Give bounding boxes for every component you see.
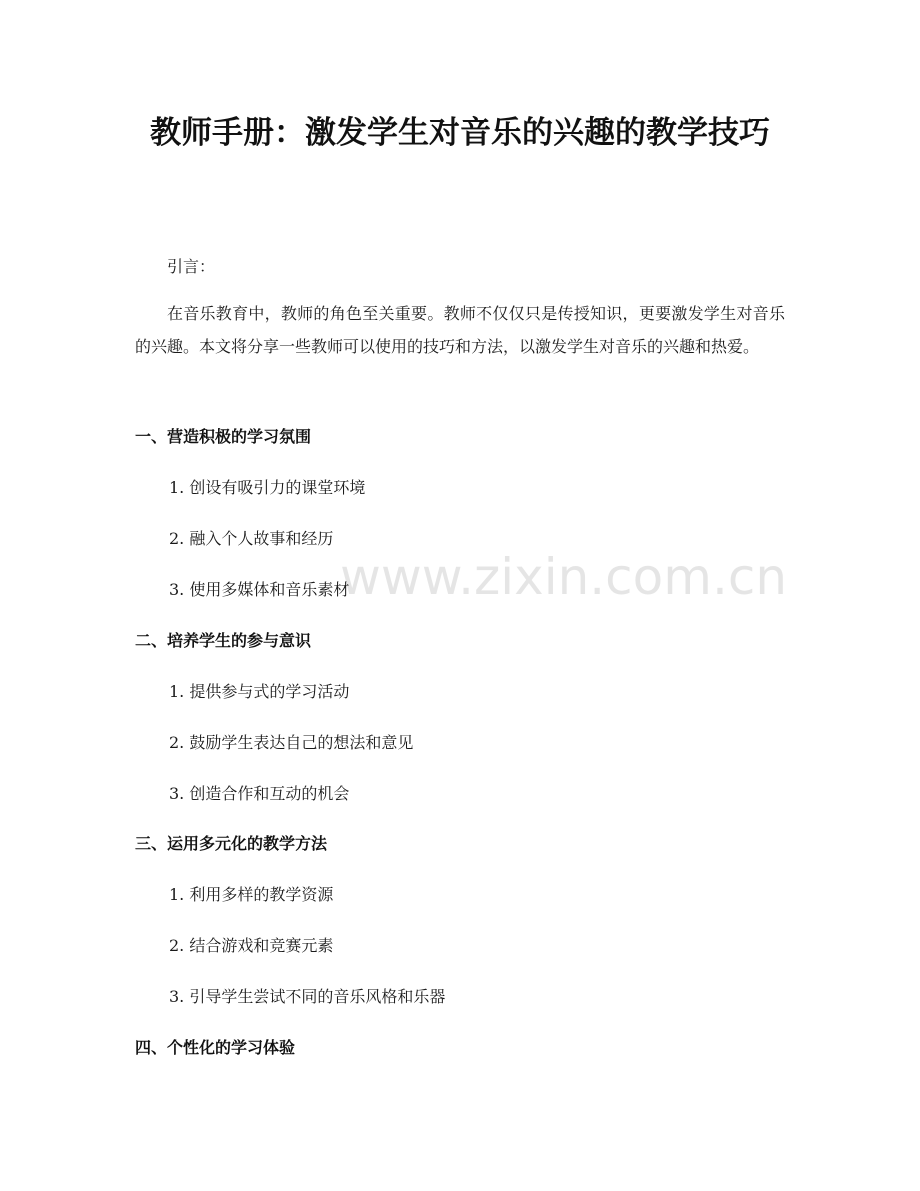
list-item: 1. 提供参与式的学习活动 <box>169 682 350 701</box>
section-heading-4: 四、个性化的学习体验 <box>135 1038 296 1057</box>
list-item: 1. 创设有吸引力的课堂环境 <box>169 478 366 497</box>
intro-label: 引言： <box>167 257 216 276</box>
list-item: 3. 引导学生尝试不同的音乐风格和乐器 <box>169 987 446 1006</box>
list-item: 2. 结合游戏和竞赛元素 <box>169 936 334 955</box>
page-title: 教师手册：激发学生对音乐的兴趣的教学技巧 <box>150 115 770 151</box>
watermark: www.zixin.com.cn <box>340 548 788 606</box>
list-item: 2. 融入个人故事和经历 <box>169 529 334 548</box>
section-heading-1: 一、营造积极的学习氛围 <box>135 427 312 446</box>
list-item: 1. 利用多样的教学资源 <box>169 885 334 904</box>
section-heading-2: 二、培养学生的参与意识 <box>135 631 312 650</box>
list-item: 3. 使用多媒体和音乐素材 <box>169 580 350 599</box>
intro-paragraph: 在音乐教育中，教师的角色至关重要。教师不仅仅只是传授知识，更要激发学生对音乐的兴趣。本文将分享一些教师可以使用的技巧和方法，以激发学生对音乐的兴趣和热爱。 <box>135 304 785 356</box>
section-heading-3: 三、运用多元化的教学方法 <box>135 834 328 853</box>
list-item: 2. 鼓励学生表达自己的想法和意见 <box>169 733 414 752</box>
list-item: 3. 创造合作和互动的机会 <box>169 784 350 803</box>
